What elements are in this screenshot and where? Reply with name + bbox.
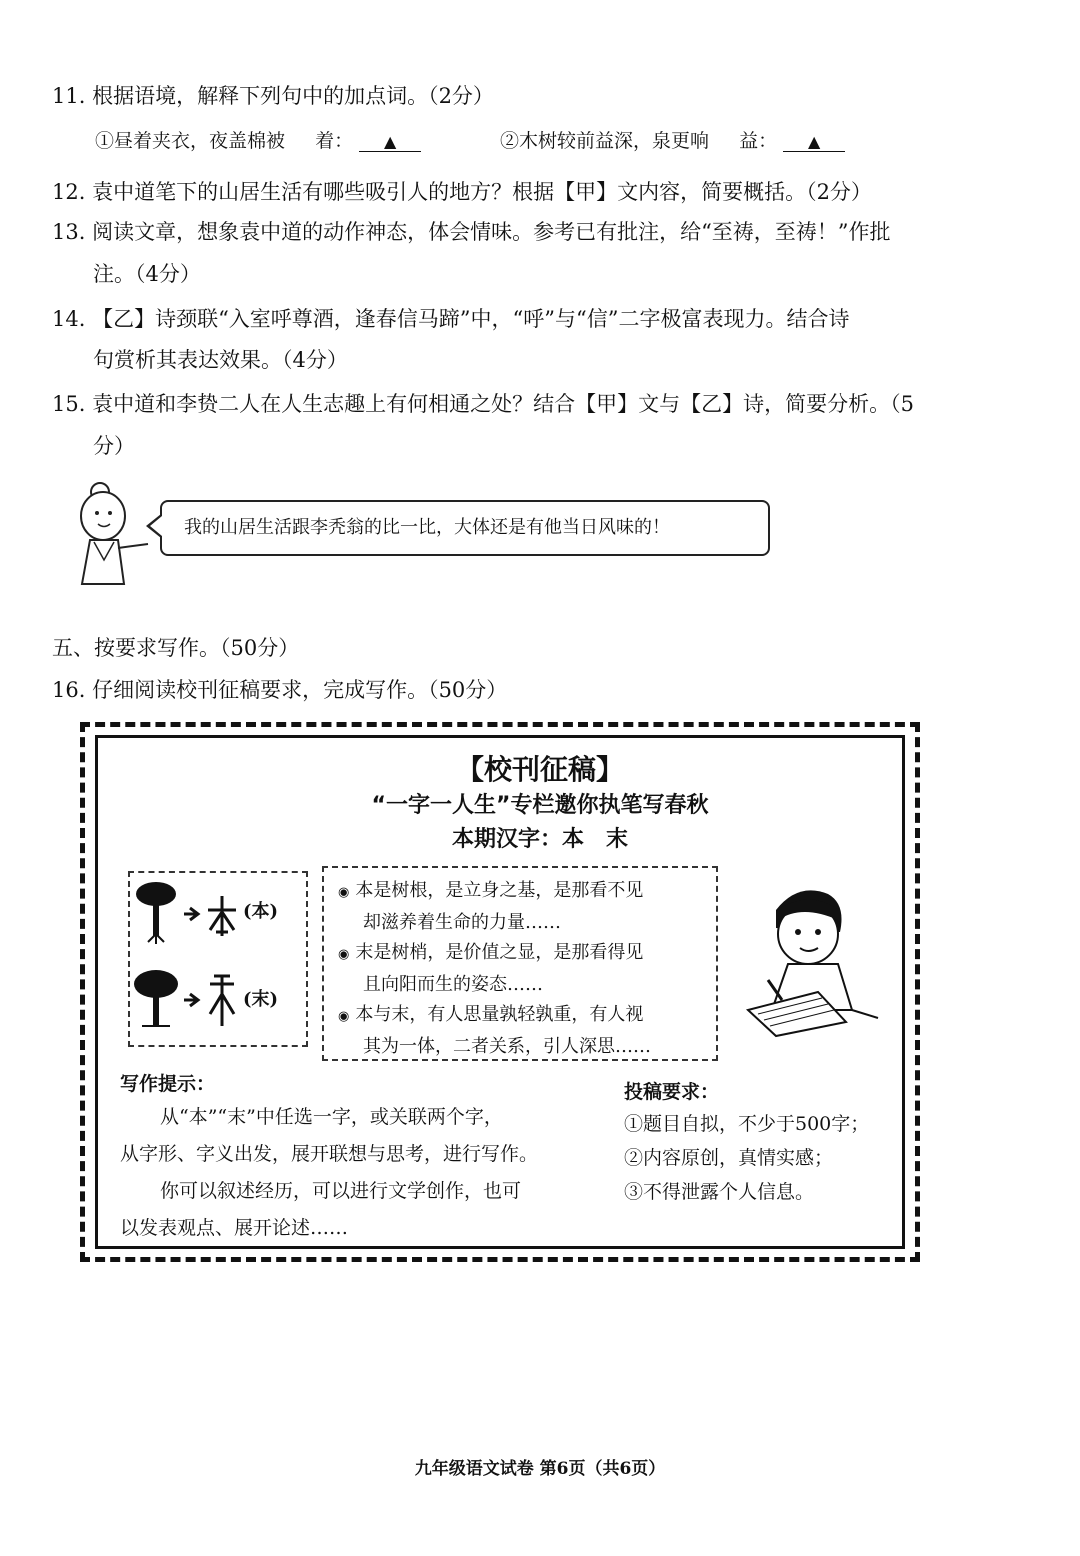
tree-glyph-illustration [132,876,304,1044]
hint-title: 写作提示： [120,1073,216,1095]
requirement-line-2: ②内容原创，真情实感； [624,1147,834,1169]
bullet-2-line-1: 末是树梢，是价值之显，是那看得见 [355,942,644,963]
speech-bubble [160,500,770,556]
question-11-stem: 11. 根据语境，解释下列句中的加点词。（2分） [52,84,494,108]
bullet-icon: ◉ [338,885,350,900]
question-13-line-2: 注。（4分） [93,262,201,286]
bullet-1-line-1: 本是树根，是立身之基，是那看不见 [355,880,644,901]
bullet-item [338,938,706,1000]
question-15-line-1: 15. 袁中道和李贽二人在人生志趣上有何相通之处？结合【甲】文与【乙】诗，简要分析。（5 [52,392,914,416]
ancient-mo-glyph-icon [210,976,234,1026]
glyph-label-mo: (末) [243,989,279,1010]
bullet-1-line-2: 却滋养着生命的力量…… [363,912,561,933]
poster-subtitle: “一字一人生”专栏邀你执笔写春秋 [371,793,709,818]
section-5-heading: 五、按要求写作。（50分） [52,636,300,660]
boy-writing-illustration [742,880,882,1040]
question-15-line-2: 分） [93,434,135,458]
hint-line-1: 从“本”“末”中任选一字，或关联两个字， [160,1106,503,1128]
q11-item2-text: ②木树较前益深，泉更响 [500,130,710,152]
bullet-2-line-2: 且向阳而生的姿态…… [363,974,543,995]
page-footer: 九年级语文试卷 第6页（共6页） [414,1459,666,1479]
requirement-line-3: ③不得泄露个人信息。 [624,1181,815,1203]
ancient-ben-glyph-icon [208,896,236,936]
question-14-line-2: 句赏析其表达效果。（4分） [93,348,348,372]
hint-line-4: 以发表观点、展开论述…… [120,1217,349,1239]
bullet-3-line-1: 本与末，有人思量孰轻孰重，有人视 [355,1004,644,1025]
hint-line-3: 你可以叙述经历，可以进行文学创作，也可 [160,1180,522,1202]
question-11-item-1 [95,126,421,153]
question-16: 16. 仔细阅读校刊征稿要求，完成写作。（50分） [52,678,508,702]
q11-item2-label: 益： [739,130,778,152]
arrow-icon [184,994,198,1006]
requirements-title: 投稿要求： [624,1081,720,1103]
poster-chars-line: 本期汉字：本 末 [451,827,628,852]
tree-roots-icon [136,882,176,944]
answer-blank-1: ▲ [359,133,421,152]
explanation-box [322,866,718,1061]
arrow-icon [184,908,198,920]
bullet-icon: ◉ [338,947,350,962]
tree-top-icon [134,970,178,1026]
question-12: 12. 袁中道笔下的山居生活有哪些吸引人的地方？根据【甲】文内容，简要概括。（2分） [52,180,872,204]
answer-blank-2: ▲ [783,133,845,152]
bullet-icon: ◉ [338,1009,350,1024]
glyph-label-ben: (本) [243,901,279,922]
q11-item1-text: ①昼着夹衣，夜盖棉被 [95,130,286,152]
hint-line-2: 从字形、字义出发，展开联想与思考，进行写作。 [120,1143,539,1165]
question-11-item-2 [500,126,845,153]
question-13-line-1: 13. 阅读文章，想象袁中道的动作神态，体会情味。参考已有批注，给“至祷，至祷！”作批 [52,220,891,244]
requirement-line-1: ①题目自拟，不少于500字； [624,1113,870,1135]
q11-item1-label: 着： [315,130,354,152]
speech-text: 我的山居生活跟李秃翁的比一比，大体还是有他当日风味的！ [184,517,670,538]
bullet-item [338,1000,706,1062]
scholar-illustration [68,480,158,588]
poster-title: 【校刊征稿】 [455,753,624,786]
bullet-item [338,876,706,938]
bullet-3-line-2: 其为一体，二者关系，引人深思…… [363,1036,651,1057]
question-14-line-1: 14. 【乙】诗颈联“入室呼尊酒，逢春信马蹄”中，“呼”与“信”二字极富表现力。结合诗 [52,307,850,331]
speech-bubble-tail-fill [150,516,162,536]
